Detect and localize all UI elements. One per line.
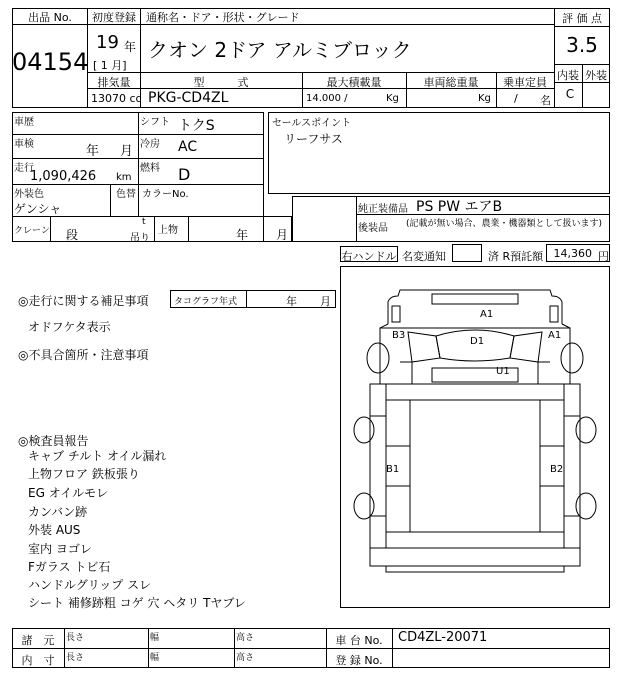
displacement-value: 13070 cc: [91, 92, 142, 105]
crane-t: t: [142, 217, 146, 227]
inspector-item: シート 補修跡粗 コゲ 穴 ヘタリ Tヤブレ: [28, 596, 246, 610]
max-load-unit: Kg: [386, 93, 399, 104]
dims-height-label: 高さ: [236, 653, 255, 663]
first-reg-label: 初度登録: [92, 11, 136, 24]
ext-color-label: 外装色: [14, 189, 44, 200]
mileage-unit: km: [116, 172, 132, 183]
crane-label: クレーン: [14, 226, 50, 236]
dims-label: 内 寸: [21, 654, 55, 667]
fuel-label: 燃料: [140, 163, 160, 174]
equip-label: 純正装備品: [358, 204, 408, 215]
damage-label-b2: B2: [550, 464, 564, 475]
mileage-note-value: オドフケタ表示: [28, 320, 111, 334]
dims-length-label: 長さ: [66, 653, 85, 663]
reg-label: 登 録 No.: [335, 654, 383, 667]
capacity-label: 乗車定員: [503, 76, 547, 89]
inspector-item: カンバン跡: [28, 505, 88, 519]
inspector-item: ハンドルグリップ スレ: [28, 578, 152, 592]
notice-label: 名変通知: [402, 250, 446, 263]
chassis-label: 車 台 No.: [335, 634, 383, 647]
max-load-value: 14.000 /: [306, 93, 348, 104]
damage-label-a1-right: A1: [548, 330, 562, 341]
tacho-label: タコグラフ年式: [174, 297, 238, 307]
history-label: 車歴: [14, 117, 34, 128]
color-no-label: 色替: [116, 189, 136, 200]
odo-label: 済 R預託額: [488, 250, 544, 263]
dims-width-label: 幅: [150, 653, 160, 663]
inspection-month-unit: 月: [120, 144, 134, 159]
damage-label-u1: U1: [496, 366, 510, 377]
damage-label-b1: B1: [386, 464, 400, 475]
car-name-value: クオン 2ドア アルミブロック: [148, 38, 412, 62]
first-reg-year: 19: [96, 32, 119, 53]
defect-label: ◎不具合箇所・注意事項: [18, 348, 149, 362]
aftermarket-note: (記載が無い場合、農業・機器類として扱います): [406, 219, 603, 229]
right-hand-label: 右ハンドル: [341, 250, 397, 263]
chassis-value: CD4ZL-20071: [398, 630, 488, 645]
inspector-item: 外装 AUS: [28, 523, 81, 537]
spec-label: 諸 元: [21, 634, 55, 647]
inspector-item: EG オイルモレ: [28, 486, 109, 500]
score-label: 評 価 点: [562, 12, 602, 25]
interior-value: C: [565, 87, 575, 101]
gross-weight-label: 車両総重量: [423, 76, 479, 89]
mileage-label: 走行: [14, 163, 34, 174]
upper-label: 上物: [158, 225, 178, 236]
capacity-unit: 名: [540, 94, 551, 107]
damage-label-d1: D1: [470, 336, 485, 347]
spec-height-label: 高さ: [236, 633, 255, 643]
equip-value: PS PW エアB: [416, 199, 503, 215]
inspector-item: Fガラス トビ石: [28, 560, 111, 574]
lot-no-label: 出品 No.: [28, 11, 72, 24]
max-load-label: 最大積載量: [326, 76, 382, 89]
aircon-value: AC: [178, 139, 198, 155]
shift-label: シフト: [140, 117, 170, 128]
name-label: 通称名・ドア・形状・グレード: [146, 11, 300, 24]
notice-check-box: [452, 244, 482, 262]
inspector-item: キャブ チルト オイル漏れ: [28, 449, 167, 463]
model-label: 型 式: [193, 76, 249, 89]
spec-length-label: 長さ: [66, 633, 85, 643]
damage-label-a1-top: A1: [480, 309, 494, 320]
lot-no-value: 04154: [12, 48, 89, 76]
damage-label-b3: B3: [392, 330, 406, 341]
color-no-label-2: カラーNo.: [142, 189, 189, 200]
inspection-year-unit: 年: [86, 144, 100, 159]
inspector-label: ◎検査員報告: [18, 434, 89, 448]
spec-width-label: 幅: [150, 633, 160, 643]
inspector-item: 上物フロア 鉄板張り: [28, 467, 140, 481]
fuel-value: D: [178, 165, 191, 184]
sales-value: リーフサス: [284, 132, 343, 146]
first-reg-year-unit: 年: [124, 40, 137, 54]
sales-label: セールスポイント: [272, 118, 352, 129]
mileage-note-label: ◎走行に関する補足事項: [18, 294, 149, 308]
model-value: PKG-CD4ZL: [148, 90, 229, 106]
displacement-label: 排気量: [97, 76, 131, 89]
aircon-label: 冷房: [140, 139, 160, 150]
upper-month-unit: 月: [276, 228, 289, 242]
truck-diagram: [340, 266, 610, 608]
odo-value: 14,360: [553, 247, 592, 260]
crane-tsuri: 吊り: [130, 233, 150, 244]
crane-dan: 段: [66, 228, 79, 242]
aftermarket-label: 後装品: [358, 223, 388, 234]
tacho-year-unit: 年: [286, 295, 297, 308]
first-reg-month: [ 1 月]: [93, 59, 127, 72]
ext-color-value: ゲンシャ: [14, 202, 62, 216]
odo-unit: 円: [598, 250, 609, 263]
exterior-label: 外装: [585, 69, 607, 82]
capacity-value: /: [514, 92, 518, 105]
mileage-value: 1,090,426: [30, 169, 97, 184]
inspection-label: 車検: [14, 139, 34, 150]
score-value: 3.5: [566, 33, 598, 57]
shift-value: トクS: [178, 118, 215, 134]
inspector-item: 室内 ヨゴレ: [28, 542, 92, 556]
gross-weight-unit: Kg: [478, 93, 491, 104]
upper-year-unit: 年: [236, 228, 249, 242]
tacho-month-unit: 月: [320, 295, 331, 308]
interior-label: 内装: [557, 69, 579, 82]
